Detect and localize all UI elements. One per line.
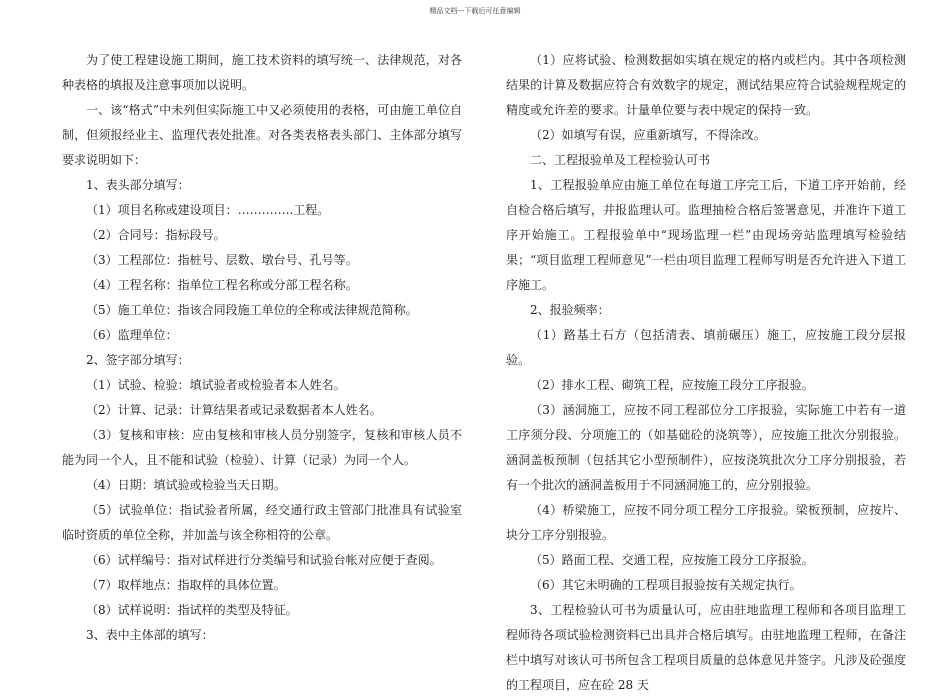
section-heading: 2、报验频率： bbox=[530, 303, 610, 317]
list-item: （4）工程名称：指单位工程名称或分部工程名称。 bbox=[86, 278, 358, 292]
section-heading: 1、表头部分填写： bbox=[86, 178, 190, 192]
list-item: （8）试样说明：指试样的类型及特征。 bbox=[86, 603, 298, 617]
list-item: （1）项目名称或建设项目：…………..工程。 bbox=[86, 203, 330, 217]
list-item: （3）涵洞施工，应按不同工程部位分工序报验，实际施工中若有一道工序须分段、分项施工的（如基础砼的浇筑等），应按施工批次分别报验。涵洞盖板预制（包括其它小型预制件），应按浇筑批次分工序分别报验，若有一个批次的涵洞盖板用于不同涵洞施工的，应分别报验。 bbox=[506, 403, 906, 492]
paragraph: 为了使工程建设施工期间，施工技术资料的填写统一、法律规范，对各种表格的填报及注意事项加以说明。 bbox=[62, 53, 462, 92]
page-header: 精品文档---下载后可任意编辑 bbox=[429, 7, 521, 15]
list-item: （6）监理单位： bbox=[86, 328, 178, 342]
list-item: （5）试验单位：指试验者所属，经交通行政主管部门批准具有试验室临时资质的单位全称，并加盖与该全称相符的公章。 bbox=[62, 503, 462, 542]
list-item: （5）路面工程、交通工程，应按施工段分工序报验。 bbox=[530, 553, 814, 567]
list-item: （2）计算、记录：计算结果者或记录数据者本人姓名。 bbox=[86, 403, 382, 417]
list-item: （4）日期：填试验或检验当天日期。 bbox=[86, 478, 286, 492]
list-item: （2）排水工程、砌筑工程，应按施工段分工序报验。 bbox=[530, 378, 814, 392]
list-item: （4）桥梁施工，应按不同分项工程分工序报验。梁板预制，应按片、块分工序分别报验。 bbox=[506, 503, 906, 542]
section-heading: 3、表中主体部的填写： bbox=[86, 628, 214, 642]
list-item: （2）如填写有误，应重新填写，不得涂改。 bbox=[530, 128, 766, 142]
list-item: （3）工程部位：指桩号、层数、墩台号、孔号等。 bbox=[86, 253, 358, 267]
list-item: （1）路基土石方（包括清表、填前碾压）施工，应按施工段分层报验。 bbox=[506, 328, 906, 367]
list-item: （3）复核和审核：应由复核和审核人员分别签字，复核和审核人员不能为同一个人，且不能和试验（检验）、计算（记录）为同一个人。 bbox=[62, 428, 462, 467]
list-item: （7）取样地点：指取样的具体位置。 bbox=[86, 578, 286, 592]
list-item: （1）应将试验、检测数据如实填在规定的格内或栏内。其中各项检测结果的计算及数据应符合有效数字的规定，测试结果应符合试验规程规定的精度或允许差的要求。计量单位要与表中规定的保持一致。 bbox=[506, 53, 906, 117]
section-heading: 2、签字部分填写： bbox=[86, 353, 190, 367]
list-item: （1）试验、检验：填试验者或检验者本人姓名。 bbox=[86, 378, 346, 392]
right-column bbox=[506, 48, 906, 698]
list-item: （6）其它未明确的工程项目报验按有关规定执行。 bbox=[530, 578, 802, 592]
paragraph: 1、工程报验单应由施工单位在每道工序完工后，下道工序开始前，经自检合格后填写，并报监理认可。监理抽检合格后签署意见，并准许下道工序开始施工。工程报验单中“现场监理一栏”由现场旁站监理填写检验结果；“项目监理工程师意见”一栏由项目监理工程师写明是否允许进入下道工序施工。 bbox=[506, 178, 906, 292]
paragraph: 一、该“格式”中未列但实际施工中又必须使用的表格，可由施工单位自制，但须报经业主、监理代表处批准。对各类表格表头部门、主体部分填写要求说明如下： bbox=[62, 103, 462, 167]
list-item: （2）合同号：指标段号。 bbox=[86, 228, 226, 242]
list-item: （6）试样编号：指对试样进行分类编号和试验台帐对应便于查阅。 bbox=[86, 553, 442, 567]
list-item: （5）施工单位：指该合同段施工单位的全称或法律规范简称。 bbox=[86, 303, 418, 317]
paragraph: 3、工程检验认可书为质量认可，应由驻地监理工程师和各项目监理工程师待各项试验检测资料已出具并合格后填写。由驻地监理工程师，在备注栏中填写对该认可书所包含工程项目质量的总体意见并签字。凡涉及砼强度的工程项目，应在砼 28 天 bbox=[506, 603, 906, 692]
section-heading: 二、工程报验单及工程检验认可书 bbox=[530, 153, 711, 167]
left-column bbox=[62, 48, 462, 648]
